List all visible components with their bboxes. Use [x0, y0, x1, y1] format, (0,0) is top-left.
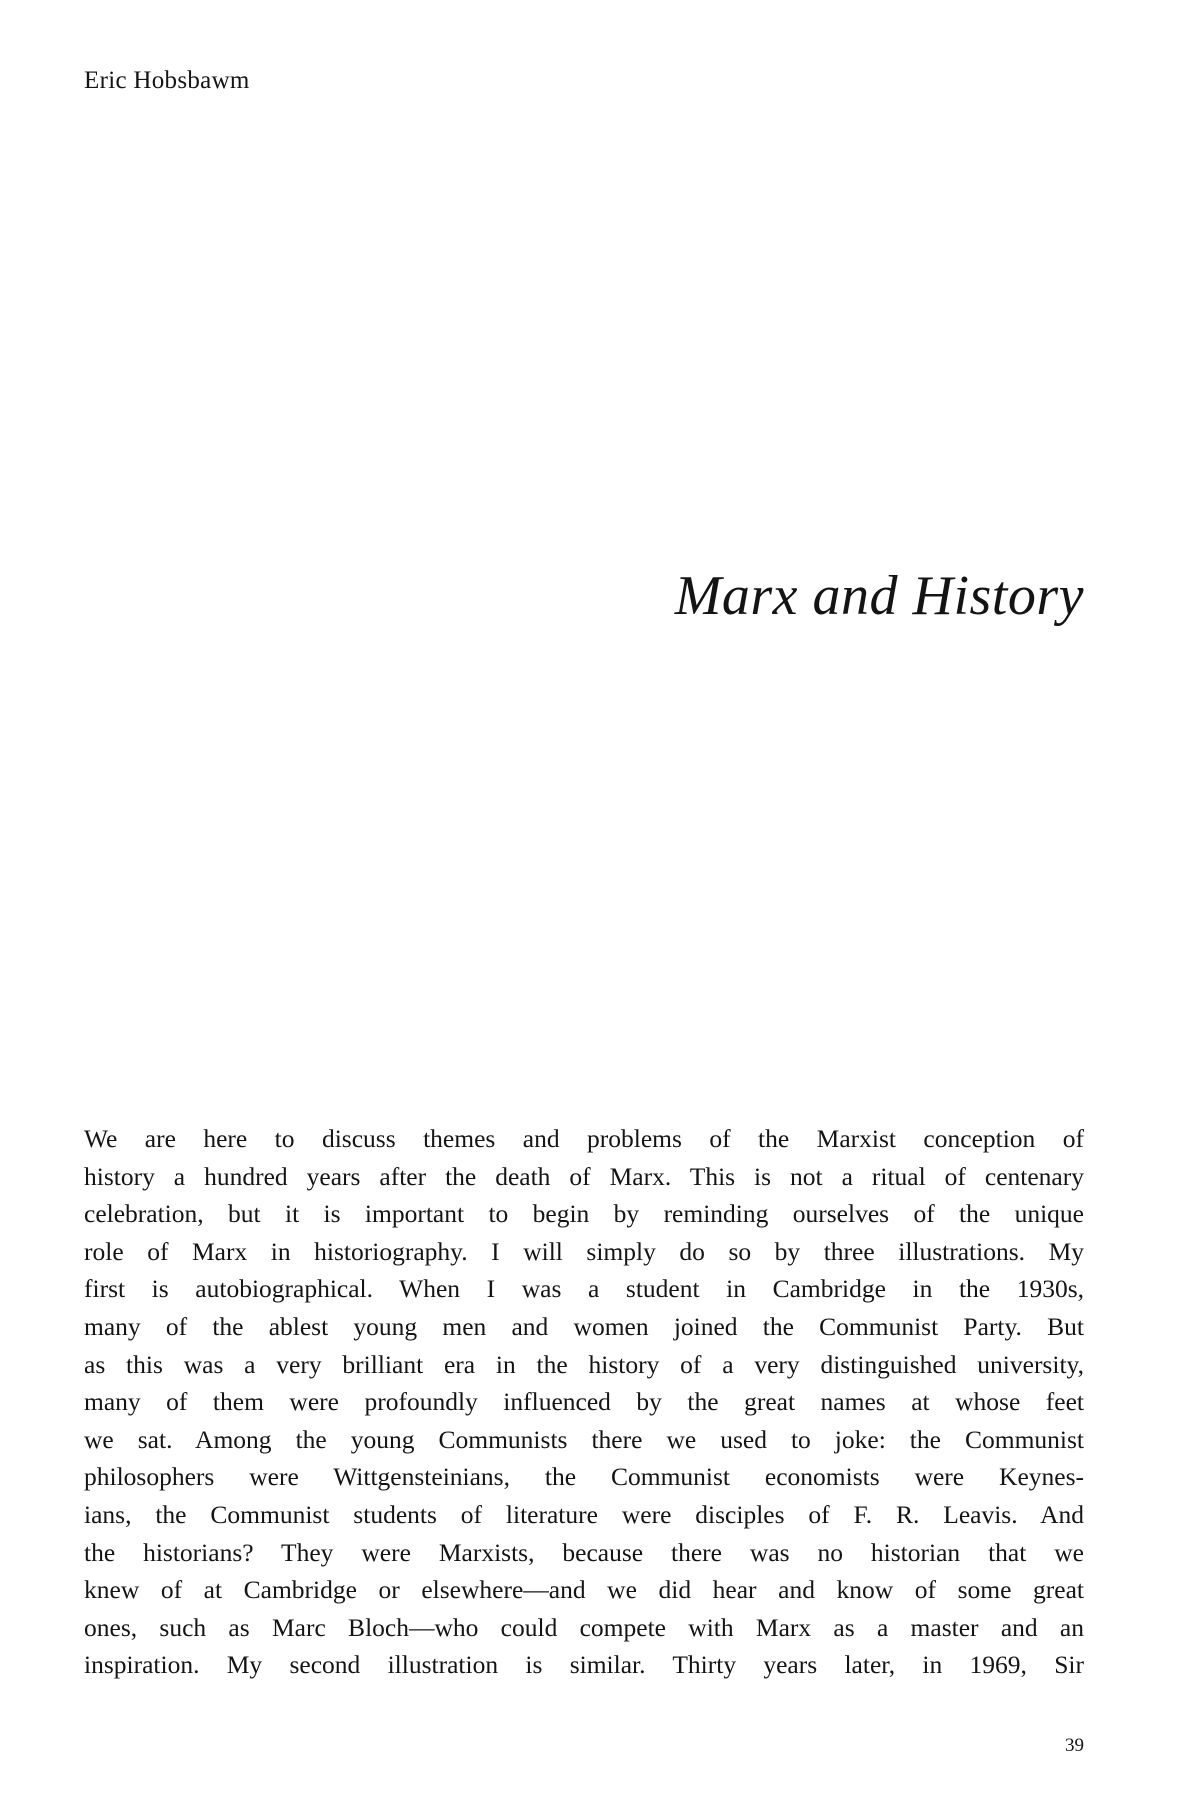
- body-line: role of Marx in historiography. I will simply do so by three illustrations. My: [84, 1236, 1084, 1266]
- body-line: many of the ablest young men and women joined the Communist Party. But: [84, 1311, 1084, 1341]
- body-line: celebration, but it is important to begin by reminding ourselves of the unique: [84, 1199, 1084, 1229]
- chapter-title: Marx and History: [674, 565, 1084, 627]
- body-line: knew of at Cambridge or elsewhere—and we did hear and know of some great: [84, 1575, 1084, 1605]
- body-line: ones, such as Marc Bloch—who could compete with Marx as a master and an: [84, 1612, 1084, 1642]
- page-number: 39: [1065, 1735, 1084, 1756]
- body-line: We are here to discuss themes and problems of the Marxist conception of: [84, 1124, 1084, 1153]
- body-line: first is autobiographical. When I was a student in Cambridge in the 1930s,: [84, 1274, 1084, 1304]
- body-paragraph: [84, 1120, 1084, 1684]
- body-line: we sat. Among the young Communists there we used to joke: the Communist: [84, 1424, 1084, 1454]
- body-line: as this was a very brilliant era in the history of a very distinguished university,: [84, 1349, 1084, 1379]
- body-line: ians, the Communist students of literature were disciples of F. R. Leavis. And: [84, 1499, 1084, 1529]
- running-head-author: Eric Hobsbawm: [84, 67, 250, 94]
- body-line: inspiration. My second illustration is similar. Thirty years later, in 1969, Sir: [84, 1650, 1084, 1680]
- body-line: history a hundred years after the death of Marx. This is not a ritual of centenary: [84, 1161, 1084, 1191]
- body-line: many of them were profoundly influenced by the great names at whose feet: [84, 1387, 1084, 1417]
- body-line: the historians? They were Marxists, because there was no historian that we: [84, 1537, 1084, 1567]
- body-line: philosophers were Wittgensteinians, the Communist economists were Keynes-: [84, 1462, 1084, 1492]
